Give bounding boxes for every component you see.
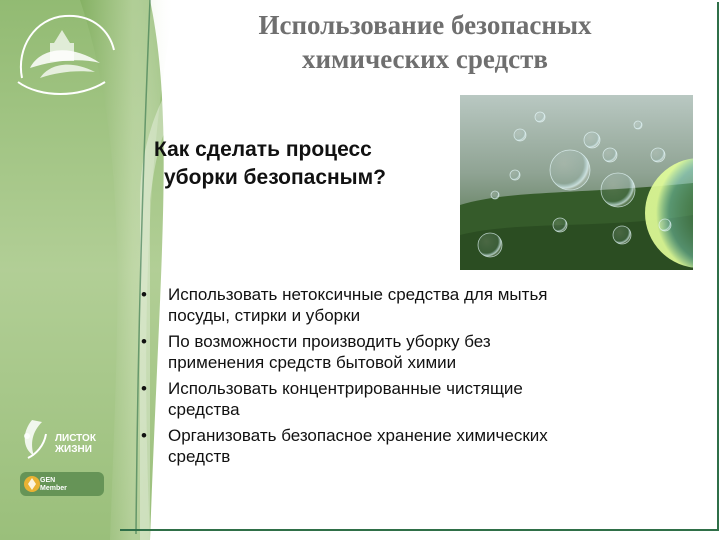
brand-line-1: ЛИСТОК (55, 433, 96, 444)
soap-bubbles-photo (460, 95, 693, 270)
question-line-1: Как сделать процесс (154, 138, 372, 161)
bullet-text-line: средств (168, 447, 231, 466)
brand-name (55, 433, 96, 455)
gen-line-1: GEN (40, 477, 56, 484)
gen-member-badge (40, 477, 67, 493)
gen-line-2: Member (40, 485, 67, 492)
bullet-text-line: применения средств бытовой химии (168, 353, 457, 372)
title-line-2: химических средств (301, 44, 548, 74)
bullet-item (138, 425, 638, 467)
question-heading (154, 136, 386, 192)
bullet-text-line: Организовать безопасное хранение химических (168, 426, 548, 445)
bullet-text-line: посуды, стирки и уборки (168, 306, 361, 325)
bullet-text-line: Использовать концентрированные чистящие (168, 379, 523, 398)
bullet-list (138, 284, 638, 472)
bullet-text-line: По возможности производить уборку без (168, 332, 491, 351)
question-line-2: уборки безопасным? (164, 166, 386, 189)
bullet-text-line: Использовать нетоксичные средства для мытья (168, 285, 548, 304)
bullet-dot: • (141, 379, 147, 398)
bullet-dot: • (141, 285, 147, 304)
slide-title (190, 8, 660, 76)
brand-line-2: ЖИЗНИ (55, 444, 92, 455)
bullet-text-line: средства (168, 400, 240, 419)
bullet-dot: • (141, 426, 147, 445)
bullet-dot: • (141, 332, 147, 351)
emblem-logo (10, 8, 120, 100)
bullet-item (138, 284, 638, 326)
title-line-1: Использование безопасных (258, 10, 592, 40)
bullet-item (138, 331, 638, 373)
bullet-item (138, 378, 638, 420)
